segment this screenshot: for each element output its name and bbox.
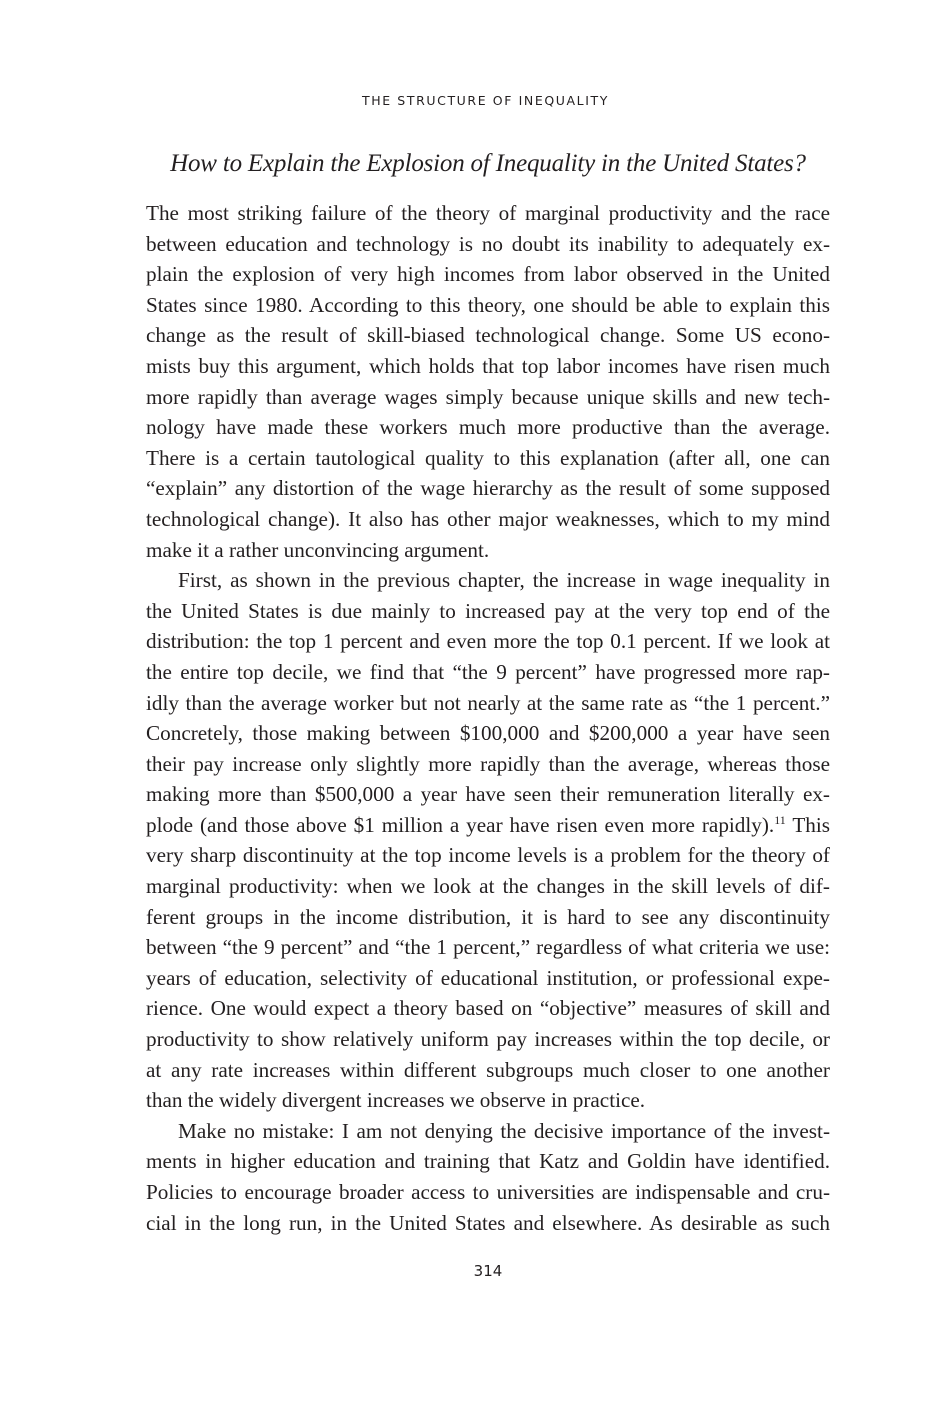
text-line: States since 1980. According to this theory, one should be able to explain this [146,292,830,317]
text-line: than the widely divergent increases we observe in practice. [146,1088,646,1113]
text-line: The most striking failure of the theory of marginal productivity and the race [146,201,830,225]
text-line: technological change). It also has other major weaknesses, which to my mind [146,506,830,531]
text-line-with-footnote [146,810,830,841]
text-line: idly than the average worker but not nearly at the same rate as “the 1 percent.” [146,690,830,715]
text-line: nology have made these workers much more productive than the average. [146,415,830,440]
paragraph [146,565,830,1116]
text-line: their pay increase only slightly more rapidly than the average, whereas those [146,751,830,776]
text-line: the entire top decile, we find that “the 9 percent” have progressed more rap- [146,659,830,684]
body-text [146,198,830,1238]
running-head: THE STRUCTURE OF INEQUALITY [362,93,609,108]
text-line: mists buy this argument, which holds that top labor incomes have risen much [146,353,830,378]
text-line: change as the result of skill-biased technological change. Some US econo- [146,323,830,348]
text-line: Make no mistake: I am not denying the decisive importance of the invest- [178,1118,830,1143]
text-line: Policies to encourage broader access to universities are indispensable and cru- [146,1180,830,1204]
text-line: more rapidly than average wages simply because unique skills and new tech- [146,384,830,409]
text-line: There is a certain tautological quality to this explanation (after all, one can [146,445,830,470]
text-fragment: plode (and those above $1 million a year have risen even more rapidly). [146,812,775,837]
text-line: rience. One would expect a theory based on “objective” measures of skill and [146,996,830,1021]
section-title: How to Explain the Explosion of Inequality in the United States? [170,150,806,177]
text-line: First, as shown in the previous chapter, the increase in wage inequality in [178,568,830,593]
paragraph [146,1116,830,1238]
text-line: making more than $500,000 a year have seen their remuneration literally ex- [146,782,830,807]
text-line: marginal productivity: when we look at the changes in the skill levels of dif- [146,874,830,899]
text-line: distribution: the top 1 percent and even more the top 0.1 percent. If we look at [146,629,830,654]
footnote-reference[interactable]: 11 [774,812,786,827]
text-line: ments in higher education and training that Katz and Goldin have identified. [146,1149,830,1174]
text-line: plain the explosion of very high incomes from labor observed in the United [146,262,830,287]
paragraph [146,198,830,565]
text-line: “explain” any distortion of the wage hierarchy as the result of some supposed [146,476,830,501]
text-line: productivity to show relatively uniform pay increases within the top decile, or [146,1027,830,1052]
text-line: make it a rather unconvincing argument. [146,537,490,562]
text-line: at any rate increases within different subgroups much closer to one another [146,1057,830,1082]
text-line: ferent groups in the income distribution, it is hard to see any discontinuity [146,904,830,929]
page-number: 314 [473,1262,503,1280]
text-fragment: This [785,812,830,837]
text-line: Concretely, those making between $100,000 and $200,000 a year have seen [146,721,830,746]
text-line: between “the 9 percent” and “the 1 percent,” regardless of what criteria we use: [146,935,830,960]
text-line: years of education, selectivity of educational institution, or professional expe- [146,965,830,990]
text-line: very sharp discontinuity at the top income levels is a problem for the theory of [146,843,830,868]
text-line: cial in the long run, in the United States and elsewhere. As desirable as such [146,1210,830,1235]
text-line: between education and technology is no doubt its inability to adequately ex- [146,231,830,256]
text-line: the United States is due mainly to increased pay at the very top end of the [146,598,830,623]
